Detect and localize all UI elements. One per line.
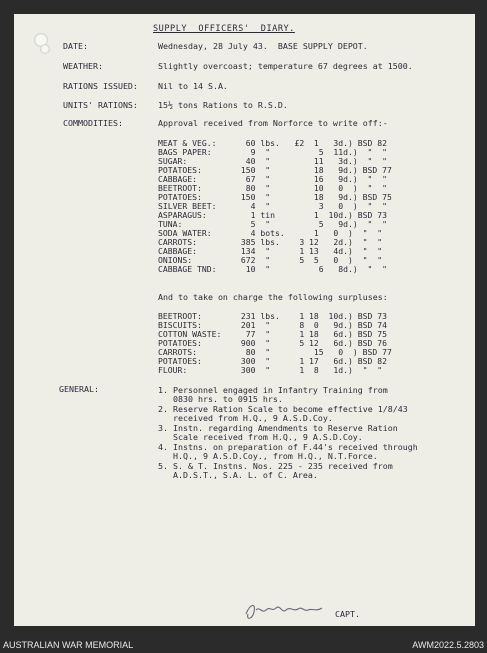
writeoff-row: CABBAGE TND: 10 " 6 8d.) " " [158,264,388,274]
footer-institution: AUSTRALIAN WAR MEMORIAL [3,640,134,650]
writeoff-row: CABBAGE: 67 " 16 9d.) " " [158,174,388,184]
rations-issued-label: RATIONS ISSUED: [63,81,138,91]
weather-value: Slightly overcoast; temperature 67 degrees at 1500. [158,61,413,71]
footer-reference: AWM2022.5.2803 [412,640,484,650]
commodities-intro: Approval received from Norforce to write off:- [158,118,388,128]
general-item: 5. S. & T. Instns. Nos. 225 - 235 received from A.D.S.T., S.A. L. of C. Area. [158,461,393,480]
general-item: 3. Instn. regarding Amendments to Reserve Ration Scale received from H.Q., 9 A.S.D.Coy. [158,423,398,442]
general-item: 2. Reserve Ration Scale to become effective 1/8/43 received from H.Q., 9 A.S.D.Coy. [158,404,408,423]
writeoff-row: POTATOES: 150 " 18 9d.) BSD 77 [158,165,392,175]
surplus-row: COTTON WASTE: 77 " 1 18 6d.) BSD 75 [158,329,388,339]
page-title: SUPPLY OFFICERS' DIARY. [153,24,295,34]
rations-issued-value: Nil to 14 S.A. [158,81,228,91]
general-item: 1. Personnel engaged in Infantry Training from 0830 hrs. to 0915 hrs. [158,385,388,404]
weather-label: WEATHER: [63,61,103,71]
writeoff-row: CABBAGE: 134 " 1 13 4d.) " " [158,246,383,256]
surplus-row: CARROTS: 80 " 15 0 ) BSD 77 [158,347,392,357]
writeoff-row: BEETROOT: 80 " 10 0 ) " " [158,183,388,193]
general-item: 4. Instns. on preparation of F.44's received through H.Q., 9 A.S.D.Coy., from H.Q., N.T.Force. [158,442,418,461]
surplus-row: POTATOES: 300 " 1 17 6d.) BSD 82 [158,356,388,366]
writeoff-row: MEAT & VEG.: 60 lbs. £2 1 3d.) BSD 82 [158,138,388,148]
commodities-label: COMMODITIES: [63,118,123,128]
units-rations-label: UNITS' RATIONS: [63,100,138,110]
writeoff-row: SUGAR: 40 " 11 3d.) " " [158,156,388,166]
writeoff-row: ASPARAGUS: 1 tin 1 10d.) BSD 73 [158,210,388,220]
handwritten-signature [242,596,338,624]
surplus-row: BEETROOT: 231 lbs. 1 18 10d.) BSD 73 [158,311,388,321]
date-value: Wednesday, 28 July 43. BASE SUPPLY DEPOT. [158,41,368,51]
date-label: DATE: [63,41,88,51]
writeoff-row: TUNA: 5 " 5 9d.) " " [158,219,388,229]
writeoff-row: SODA WATER: 4 bots. 1 0 ) " " [158,228,383,238]
units-rations-value: 15½ tons Rations to R.S.D. [158,100,288,110]
general-label: GENERAL: [59,384,99,394]
punch-hole [40,44,50,54]
writeoff-row: CARROTS: 385 lbs. 3 12 2d.) " " [158,237,383,247]
surplus-row: POTATOES: 900 " 5 12 6d.) BSD 76 [158,338,388,348]
surplus-intro: And to take on charge the following surpluses: [158,292,388,302]
writeoff-row: BAGS PAPER: 9 " 5 11d.) " " [158,147,388,157]
diary-page [14,14,475,626]
archive-footer [0,637,487,653]
surplus-row: BISCUITS: 201 " 8 0 9d.) BSD 74 [158,320,388,330]
writeoff-row: SILVER BEET: 4 " 3 0 ) " " [158,201,388,211]
surplus-row: FLOUR: 300 " 1 8 1d.) " " [158,365,383,375]
writeoff-row: ONIONS: 672 " 5 5 0 ) " " [158,255,383,265]
signature-rank: CAPT. [335,609,360,619]
writeoff-row: POTATOES: 150 " 18 9d.) BSD 75 [158,192,392,202]
